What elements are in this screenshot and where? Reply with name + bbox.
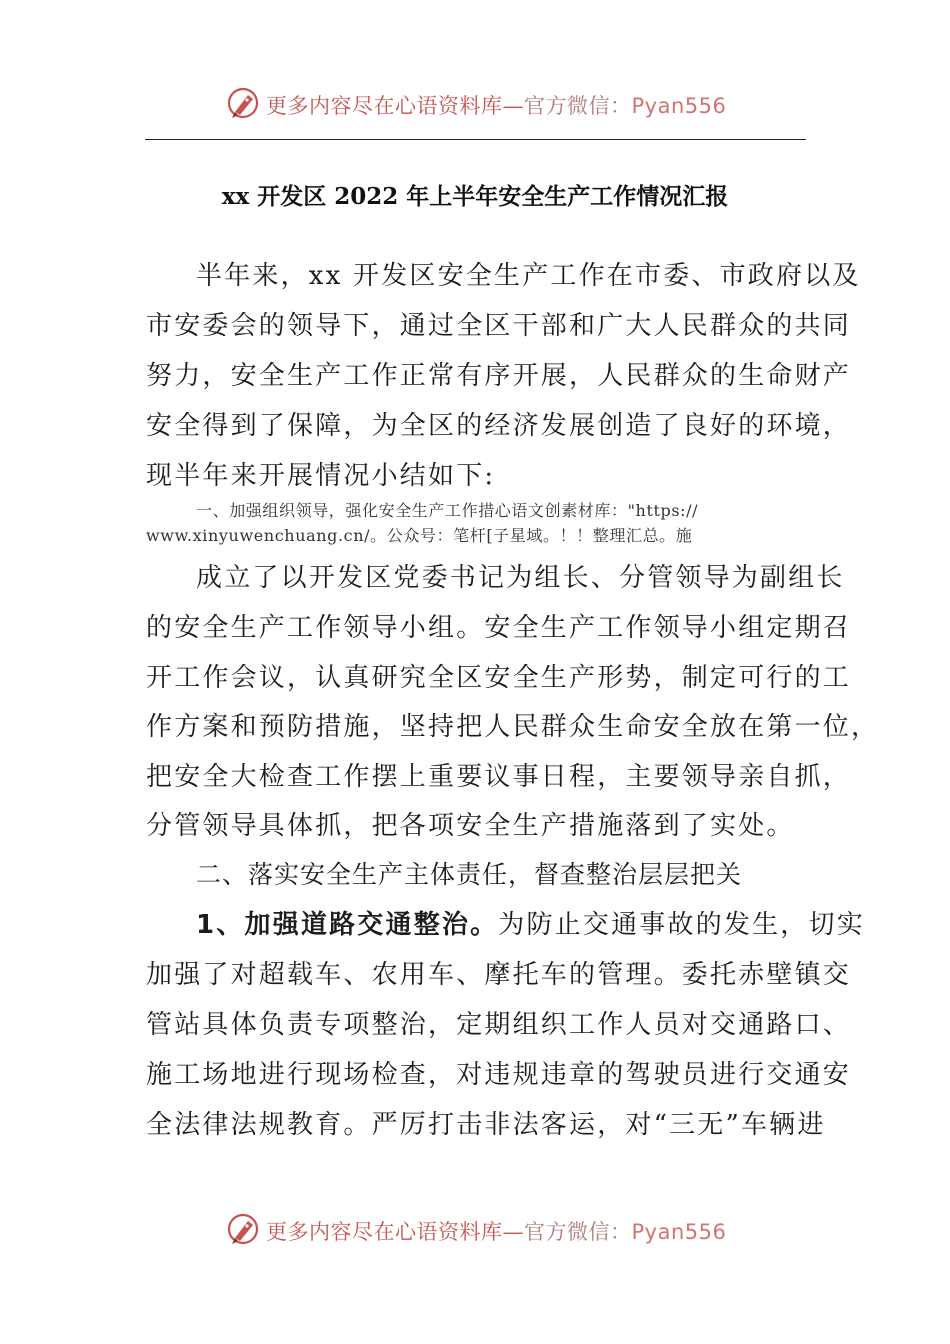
para2-line: 作方案和预防措施，坚持把人民群众生命安全放在第一位，	[146, 712, 880, 742]
banner-site-text: 更多内容尽在心语资料库—	[266, 94, 524, 118]
para3-line: 全法律法规教育。严厉打击非法客运，对“三无”车辆进	[146, 1110, 826, 1140]
pen-nib-icon	[226, 1211, 262, 1247]
footer-banner	[0, 1209, 950, 1249]
banner-text	[266, 90, 726, 120]
para1-line: 现半年来开展情况小结如下:	[146, 461, 496, 491]
para3-first-line	[196, 904, 865, 941]
header-rule	[145, 139, 806, 140]
para3-lead: 1、加强道路交通整治。	[196, 910, 499, 940]
banner-text	[266, 1216, 726, 1246]
para3-line: 管站具体负责专项整治，定期组织工作人员对交通路口、	[146, 1010, 852, 1040]
para3-first-rest: 为防止交通事故的发生，切实	[498, 910, 865, 940]
section-heading: 二、落实安全生产主体责任，督查整治层层把关	[196, 860, 743, 889]
banner-wechat-handle: Pyan556	[631, 1220, 727, 1244]
header-banner	[0, 83, 950, 123]
para3-line: 加强了对超载车、农用车、摩托车的管理。委托赤壁镇交	[146, 960, 852, 990]
para2-line: 成立了以开发区党委书记为组长、分管领导为副组长	[196, 563, 845, 593]
para1-line: 安全得到了保障，为全区的经济发展创造了良好的环境，	[146, 411, 852, 441]
pen-nib-icon	[226, 85, 262, 121]
para3-line: 施工场地进行现场检查，对违规违章的驾驶员进行交通安	[146, 1060, 852, 1090]
note-line: 一、加强组织领导，强化安全生产工作措心语文创素材库："https://	[196, 501, 699, 520]
para2-line: 开工作会议，认真研究全区安全生产形势，制定可行的工	[146, 663, 852, 693]
para1-line: 市安委会的领导下，通过全区干部和广大人民群众的共同	[146, 311, 852, 341]
para2-line: 的安全生产工作领导小组。安全生产工作领导小组定期召	[146, 613, 852, 643]
para1-line: 努力，安全生产工作正常有序开展，人民群众的生命财产	[146, 361, 852, 391]
document-title: xx 开发区 2022 年上半年安全生产工作情况汇报	[221, 183, 729, 210]
note-line: www.xinyuwenchuang.cn/。公众号：笔杆[子星域。！！整理汇总。施	[146, 526, 693, 545]
para1-line: 半年来，xx 开发区安全生产工作在市委、市政府以及	[196, 261, 861, 291]
banner-site-text: 更多内容尽在心语资料库—	[266, 1220, 524, 1244]
banner-wechat-label: 官方微信：	[524, 94, 632, 118]
para2-line: 分管领导具体抓，把各项安全生产措施落到了实处。	[146, 811, 795, 841]
para2-line: 把安全大检查工作摆上重要议事日程，主要领导亲自抓，	[146, 762, 852, 792]
banner-wechat-handle: Pyan556	[631, 94, 727, 118]
banner-wechat-label: 官方微信：	[524, 1220, 632, 1244]
